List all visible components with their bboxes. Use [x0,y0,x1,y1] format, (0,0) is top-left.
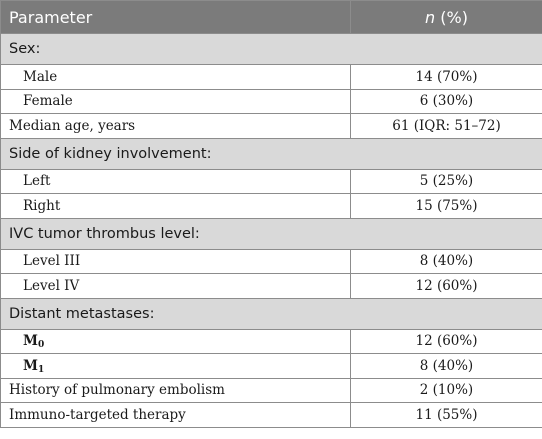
table-row [1,249,542,274]
section-header-sex: Sex: [1,34,542,65]
row-label-level-iii: Level III [1,249,351,274]
row-label-embolism: History of pulmonary embolism [1,378,351,403]
table-row [1,329,542,354]
m0-subscript: 0 [37,340,45,351]
table-row [1,114,542,139]
percent-suffix: (%) [435,7,468,27]
m0-letter: M [23,333,38,350]
parameter-column-header: Parameter [1,1,351,34]
row-value-right: 15 (75%) [351,194,542,219]
row-value-male: 14 (70%) [351,65,542,90]
table-row [1,274,542,299]
row-label-male: Male [1,65,351,90]
row-label-therapy: Immuno-targeted therapy [1,403,351,428]
row-value-level-iv: 12 (60%) [351,274,542,299]
row-value-m0: 12 (60%) [351,329,542,354]
row-value-female: 6 (30%) [351,89,542,114]
row-label-median-age: Median age, years [1,114,351,139]
row-label-m1 [1,354,351,379]
table-row [1,89,542,114]
table-row [1,65,542,90]
section-header-side: Side of kidney involvement: [1,138,542,169]
table-row [1,354,542,379]
row-value-left: 5 (25%) [351,169,542,194]
section-header-metastases: Distant metastases: [1,298,542,329]
table-row [1,194,542,219]
n-percent-column-header [351,1,542,34]
row-value-therapy: 11 (55%) [351,403,542,428]
row-label-left: Left [1,169,351,194]
row-label-level-iv: Level IV [1,274,351,299]
table-row [1,403,542,428]
table-header-row [1,1,542,34]
row-value-embolism: 2 (10%) [351,378,542,403]
row-label-female: Female [1,89,351,114]
row-value-median-age: 61 (IQR: 51–72) [351,114,542,139]
row-value-level-iii: 8 (40%) [351,249,542,274]
n-symbol: n [425,7,436,27]
row-value-m1: 8 (40%) [351,354,542,379]
row-label-m0 [1,329,351,354]
table-row [1,169,542,194]
section-header-ivc: IVC tumor thrombus level: [1,218,542,249]
row-label-right: Right [1,194,351,219]
m1-subscript: 1 [37,364,45,375]
m1-letter: M [23,357,38,374]
table-row [1,378,542,403]
